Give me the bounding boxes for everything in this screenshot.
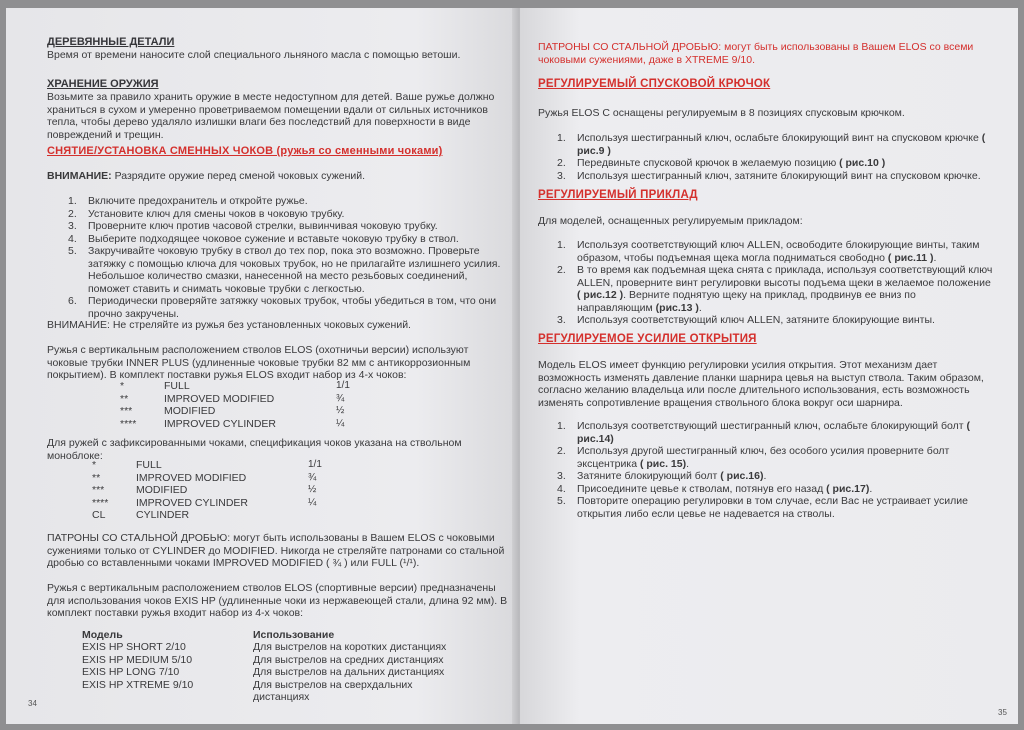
table-row: EXIS HP LONG 7/10 Для выстрелов на дальних дистанциях (82, 666, 445, 678)
page-number: 35 (998, 708, 1007, 717)
list-item: 5. Закручивайте чоковую трубку в ствол до тех пор, пока это возможно. Проверьте затяжку с помощью ключа для чоковых трубок, но не прилагайте излишнего усилия. Небольшое количество смазки, нанесенной на место резьбовых соединений, поможет ставить и снимать чоковые трубки с легкостью. (68, 245, 501, 295)
steel-text: ПАТРОНЫ СО СТАЛЬНОЙ ДРОБЬЮ: могут быть использованы в Вашем ELOS с чоковыми сужениями только от CYLINDER до MODIFIED. Никогда не стреляйте патронами со стальной дробью со вставленными чоками IMPROVED MODIFIED ( ¾ ) или FULL (¹/¹). (47, 532, 505, 569)
table-row: *** MODIFIED ½ (92, 484, 317, 496)
list-item: 4. Выберите подходящее чоковое сужение и вставьте чоковую трубку в ствол. (68, 232, 459, 245)
models-table (82, 641, 482, 704)
table-row: EXIS HP XTREME 9/10 Для выстрелов на сверхдальних дистанциях (82, 678, 413, 703)
stock-steps (557, 239, 994, 327)
list-item: 2. Используя другой шестигранный ключ, без особого усилия проверните болт эксцентрика ( рис. 15). (557, 445, 950, 470)
table-row: CL CYLINDER (92, 509, 190, 521)
stock-text: Для моделей, оснащенных регулируемым прикладом: (538, 215, 803, 227)
storage-text: Возьмите за правило хранить оружие в месте недоступном для детей. Ваше ружье должно храниться в сухом и умеренно проветриваемом помещении вдали от сильных источников тепла, чтобы дерево удаляло излишки влаги без последствий для поверхности в виде повреждений и трещин. (47, 91, 495, 141)
trigger-steps (557, 132, 987, 182)
list-item: 1. Включите предохранитель и откройте ружье. (68, 195, 308, 207)
storage-title: ХРАНЕНИЕ ОРУЖИЯ (47, 78, 159, 90)
table-row: * FULL 1/1 (92, 459, 322, 471)
steel-red: ПАТРОНЫ СО СТАЛЬНОЙ ДРОБЬЮ: могут быть использованы в Вашем ELOS со всеми чоковыми сужениями, даже в XTREME 9/10. (538, 41, 974, 66)
table-row: **** IMPROVED CYLINDER ¼ (120, 417, 345, 430)
trigger-title: РЕГУЛИРУЕМЫЙ СПУСКОВОЙ КРЮЧОК (538, 78, 771, 90)
force-text: Модель ELOS имеет функцию регулировки усилия открытия. Этот механизм дает возможность изменять давление планки шарнира цевья на выступ ствола. Таким образом, согласно желанию владельца или после длительного использования, есть возможность изменять сопротивление вращения ствольного блока вокруг оси шарнира. (538, 359, 984, 409)
list-item: 5. Повторите операцию регулировки в том случае, если Вас не устраивает усилие открытия либо если цевье не надевается на стволы. (557, 495, 968, 520)
table-row: *** MODIFIED ½ (120, 405, 345, 417)
right-page (520, 8, 1018, 724)
list-item: 1. Используя соответствующий ключ ALLEN, освободите блокирующие винты, таким образом, чтобы подъемная щека могла подниматься свободно ( рис.11 ). (557, 239, 980, 264)
choke-set-2 (92, 459, 338, 522)
wood-title: ДЕРЕВЯННЫЕ ДЕТАЛИ (47, 36, 175, 48)
list-item: 3. Проверните ключ против часовой стрелки, вывинчивая чоковую трубку. (68, 220, 438, 232)
list-item: 6. Периодически проверяйте затяжку чоковых трубок, чтобы убедиться в том, что они прочно закручены. (68, 295, 497, 320)
chokes-title: СНЯТИЕ/УСТАНОВКА СМЕННЫХ ЧОКОВ (ружья со сменными чоками) (47, 145, 443, 157)
list-item: 1. Используя шестигранный ключ, ослабьте блокирующий винт на спусковом крючке ( рис.9 ) (557, 132, 986, 157)
fixed-text: Для ружей с зафиксированными чоками, спецификация чоков указана на ствольном моноблоке: (47, 437, 462, 462)
list-item: 3. Используя шестигранный ключ, затяните блокирующий винт на спусковом крючке. (557, 169, 981, 182)
list-item: 2. Установите ключ для смены чоков в чоковую трубку. (68, 207, 345, 220)
warning-line (47, 170, 365, 183)
choke-steps (68, 195, 506, 320)
table-row: * FULL 1/1 (120, 380, 350, 392)
warning-text: Разрядите оружие перед сменой чоковых сужений. (111, 170, 366, 182)
warning2: ВНИМАНИЕ: Не стреляйте из ружья без установленных чоковых сужений. (47, 319, 411, 331)
page-number: 34 (28, 699, 37, 708)
table-row: EXIS HP SHORT 2/10 Для выстрелов на коротких дистанциях (82, 641, 447, 653)
table-row: ** IMPROVED MODIFIED ¾ (120, 392, 345, 405)
vertical-text: Ружья с вертикальным расположением стволов ELOS (охотничьи версии) используют чоковые трубки INNER PLUS (удлиненные чоковые трубки 82 мм с антикоррозионным покрытием). В комплект поставки ружья ELOS входит набор из 4-х чоков: (47, 344, 471, 381)
model-header: Модель (82, 629, 123, 641)
stock-title: РЕГУЛИРУЕМЫЙ ПРИКЛАД (538, 189, 698, 201)
list-item: 2. В то время как подъемная щека снята с приклада, используя соответствующий ключ ALLEN, проверните винт регулировки высоты подъема щеки в желаемое положение ( рис.12 ). Верните поднятую щеку на приклад, продвинув ее вниз по направляющим (рис.13 ). (557, 264, 993, 314)
trigger-text: Ружья ELOS C оснащены регулируемым в 8 позициях спусковым крючком. (538, 107, 905, 119)
choke-set-1 (120, 380, 366, 430)
list-item: 3. Используя соответствующий ключ ALLEN, затяните блокирующие винты. (557, 314, 935, 326)
table-row: **** IMPROVED CYLINDER ¼ (92, 496, 317, 509)
usage-header: Использование (253, 629, 335, 641)
left-page (6, 8, 518, 724)
wood-text: Время от времени наносите слой специального льняного масла с помощью ветоши. (47, 49, 461, 61)
warning-label: ВНИМАНИЕ: (47, 170, 112, 182)
list-item: 1. Используя соответствующий шестигранный ключ, ослабьте блокирующий болт ( рис.14) (557, 420, 970, 445)
force-steps (557, 420, 993, 520)
table-row: EXIS HP MEDIUM 5/10 Для выстрелов на средних дистанциях (82, 653, 444, 666)
sport-text: Ружья с вертикальным расположением стволов ELOS (спортивные версии) предназначены для использования чоков EXIS HP (удлиненные чоки из нержавеющей стали, длина 92 мм). В комплект поставки ружья входит набор из 4-х чоков: (47, 582, 508, 619)
list-item: 2. Передвиньте спусковой крючок в желаемую позицию ( рис.10 ) (557, 157, 886, 169)
list-item: 4. Присоедините цевье к стволам, потянув его назад ( рис.17). (557, 482, 873, 495)
table-row: ** IMPROVED MODIFIED ¾ (92, 471, 317, 484)
list-item: 3. Затяните блокирующий болт ( рис.16). (557, 470, 767, 482)
force-title: РЕГУЛИРУЕМОЕ УСИЛИЕ ОТКРЫТИЯ (538, 333, 757, 345)
